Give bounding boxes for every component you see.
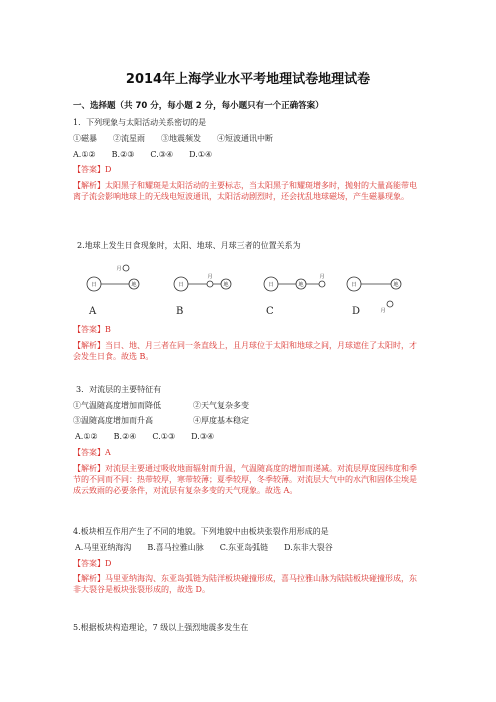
diagram-a-earth-label: 地 (131, 282, 137, 288)
q1-stem: 1．下列现象与太阳活动关系密切的是 (73, 118, 207, 127)
q1-choices: A.①② B.②③ C.③④ D.①④ (73, 150, 213, 159)
q4-explanation: 【解析】马里亚纳海沟、东亚岛弧链为陆洋板块碰撞形成，喜马拉雅山脉为陆陆板块碰撞形成，东非大裂谷是板块张裂形成的，故选 D。 (73, 574, 417, 594)
diagram-c-moon (319, 281, 325, 287)
q4-choices: A.马里亚纳海沟 B.喜马拉雅山脉 C.东亚岛弧链 D.东非大裂谷 (75, 543, 333, 552)
diagram-d-moon-label: 月 (380, 308, 386, 314)
diagram-d-earth-label: 地 (393, 282, 399, 288)
diagram-label-c: C (266, 306, 274, 317)
diagram-b-moon-label: 月 (207, 274, 213, 280)
page-title: 2014年上海学业水平考地理试卷地理试卷 (125, 72, 371, 87)
diagram-label-d: D (352, 306, 361, 317)
q1-options: ①磁暴 ②流星雨 ③地震频发 ④短波通讯中断 (73, 134, 273, 143)
diagram-d-moon (387, 301, 393, 307)
diagram-b-earth-label: 地 (223, 282, 229, 288)
section-heading: 一、选择题（共 70 分，每小题 2 分，每小题只有一个正确答案） (73, 101, 324, 111)
diagram-a-moon-label: 月 (116, 266, 122, 272)
diagram-label-b: B (176, 306, 184, 317)
q2-explanation: 【解析】当日、地、月三者在同一条直线上，且月球位于太阳和地球之间，月球遮住了太阳时，才会发生日食。故选 B。 (73, 341, 417, 361)
q2-answer: 【答案】B (73, 325, 111, 334)
q4-answer: 【答案】D (73, 559, 112, 568)
diagram-c-earth-label: 地 (298, 282, 304, 288)
q1-answer: 【答案】D (73, 165, 112, 174)
diagram-label-a: A (89, 306, 97, 317)
q3-answer: 【答案】A (73, 448, 111, 457)
q3-stem: 3．对流层的主要特征有 (76, 385, 162, 394)
q3-explanation: 【解析】对流层主要通过吸收地面辐射而升温，气温随高度的增加而递减。对流层厚度因纬度和季节的不同而不同：热带较厚，寒带较薄；夏季较厚，冬季较薄。对流层大气中的水汽和固体尘埃是成云致雨的必要条件，对流层有复杂多变的天气现象。故选 A。 (73, 464, 417, 495)
q4-stem: 4.板块相互作用产生了不同的地貌。下列地貌中由板块张裂作用形成的是 (73, 527, 329, 536)
q3-choices: A.①② B.②④ C.①③ D.③④ (75, 432, 215, 441)
diagram-b-moon (207, 281, 213, 287)
q3-options-1: ①气温随高度增加而降低 ②天气复杂多变 (73, 401, 249, 410)
diagram-a-moon (123, 265, 129, 271)
q3-options-2: ③温随高度增加而升高 ④厚度基本稳定 (73, 416, 249, 425)
diagram-c-moon-label: 月 (319, 274, 325, 280)
diagram-d-sun-label: 日 (351, 282, 357, 288)
diagram-c-sun-label: 日 (268, 282, 274, 288)
q1-explanation: 【解析】太阳黑子和耀斑是太阳活动的主要标志，当太阳黑子和耀斑增多时，抛射的大量高能带电离子流会影响地球上的无线电短波通讯，太阳活动剧烈时，还会扰乱地球磁场，产生磁暴现象。 (73, 181, 417, 201)
q2-stem: 2.地球上发生日食现象时，太阳、地球、月球三者的位置关系为 (77, 241, 301, 250)
diagram-b-sun-label: 日 (178, 282, 184, 288)
q5-stem: 5.根据板块构造理论，7 级以上强烈地震多发生在 (73, 623, 249, 632)
diagram-a-sun-label: 日 (91, 282, 97, 288)
